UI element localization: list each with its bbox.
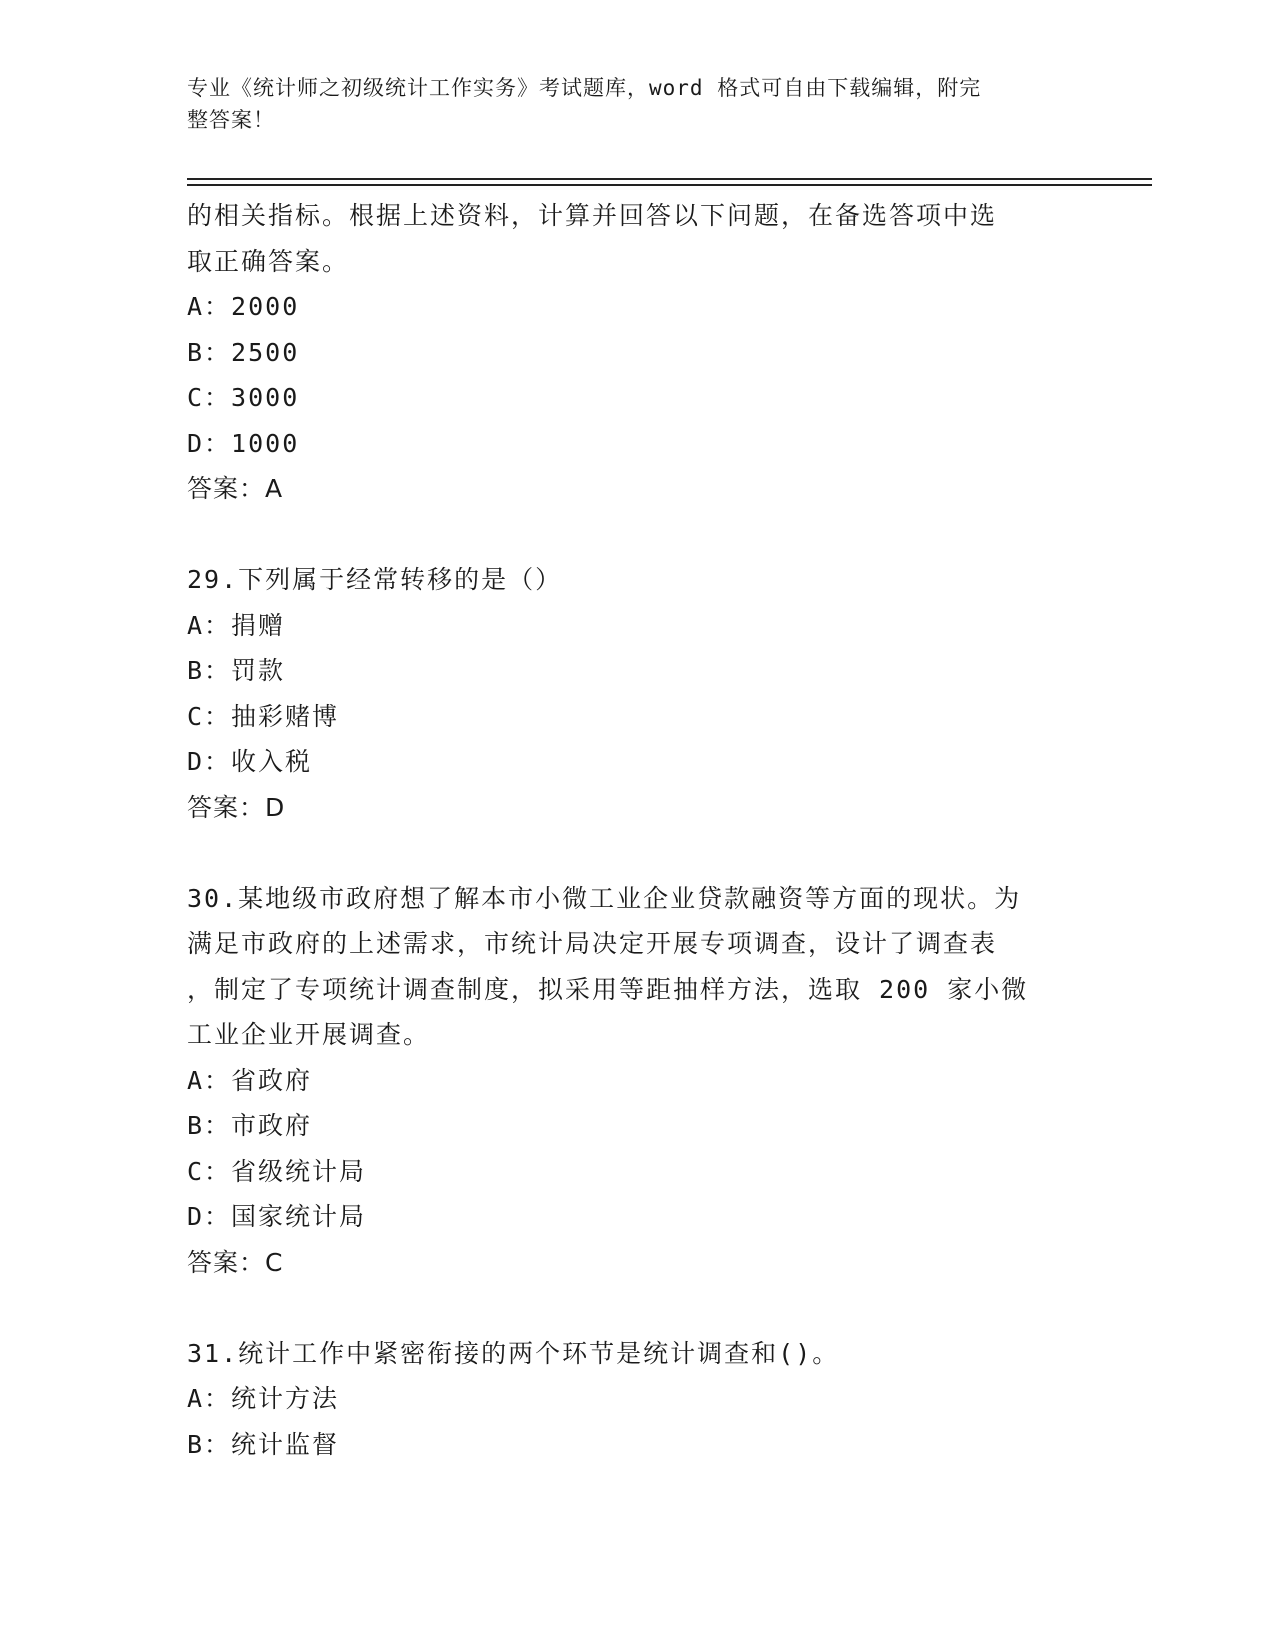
option-b: B：2500 bbox=[187, 337, 300, 367]
option-c: C：省级统计局 bbox=[187, 1156, 367, 1186]
question-31 bbox=[187, 1331, 1087, 1468]
header-line-1: 专业《统计师之初级统计工作实务》考试题库，word 格式可自由下载编辑，附完 bbox=[187, 76, 982, 100]
question-stem: 31.统计工作中紧密衔接的两个环节是统计调查和()。 bbox=[187, 1338, 840, 1368]
question-list bbox=[187, 193, 1087, 1467]
spacer bbox=[187, 1285, 1087, 1331]
header-divider-bottom bbox=[187, 184, 1152, 186]
option-d: D：1000 bbox=[187, 428, 300, 458]
spacer bbox=[187, 830, 1087, 876]
answer-label: 答案：C bbox=[187, 1247, 284, 1277]
question-stem: 29.下列属于经常转移的是（） bbox=[187, 565, 563, 594]
option-d: D：国家统计局 bbox=[187, 1202, 367, 1231]
option-a: A：2000 bbox=[187, 292, 300, 321]
option-d: D：收入税 bbox=[187, 747, 313, 776]
question-30 bbox=[187, 876, 1087, 1286]
question-stem: 取正确答案。 bbox=[187, 246, 350, 276]
question-stem: 30.某地级市政府想了解本市小微工业企业贷款融资等方面的现状。为 bbox=[187, 883, 1022, 913]
option-c: C：3000 bbox=[187, 383, 300, 412]
option-b: B：罚款 bbox=[187, 656, 286, 685]
option-b: B：统计监督 bbox=[187, 1429, 340, 1459]
option-b: B：市政府 bbox=[187, 1111, 313, 1140]
question-stem: ，制定了专项统计调查制度，拟采用等距抽样方法，选取 200 家小微 bbox=[187, 974, 1029, 1004]
answer-label: 答案：D bbox=[187, 792, 286, 822]
question-stem: 满足市政府的上述需求，市统计局决定开展专项调查，设计了调查表 bbox=[187, 929, 998, 958]
question-stem: 的相关指标。根据上述资料，计算并回答以下问题，在备选答项中选 bbox=[187, 201, 998, 230]
option-c: C：抽彩赌博 bbox=[187, 701, 340, 731]
header-line-2: 整答案！ bbox=[187, 108, 275, 132]
document-header bbox=[187, 72, 1067, 136]
question-28 bbox=[187, 193, 1087, 512]
answer-label: 答案：A bbox=[187, 474, 284, 503]
option-a: A：捐赠 bbox=[187, 610, 286, 640]
header-divider-top bbox=[187, 178, 1152, 180]
option-a: A：统计方法 bbox=[187, 1384, 340, 1413]
option-a: A：省政府 bbox=[187, 1065, 313, 1095]
question-stem: 工业企业开展调查。 bbox=[187, 1020, 431, 1049]
spacer bbox=[187, 512, 1087, 558]
question-29 bbox=[187, 557, 1087, 830]
